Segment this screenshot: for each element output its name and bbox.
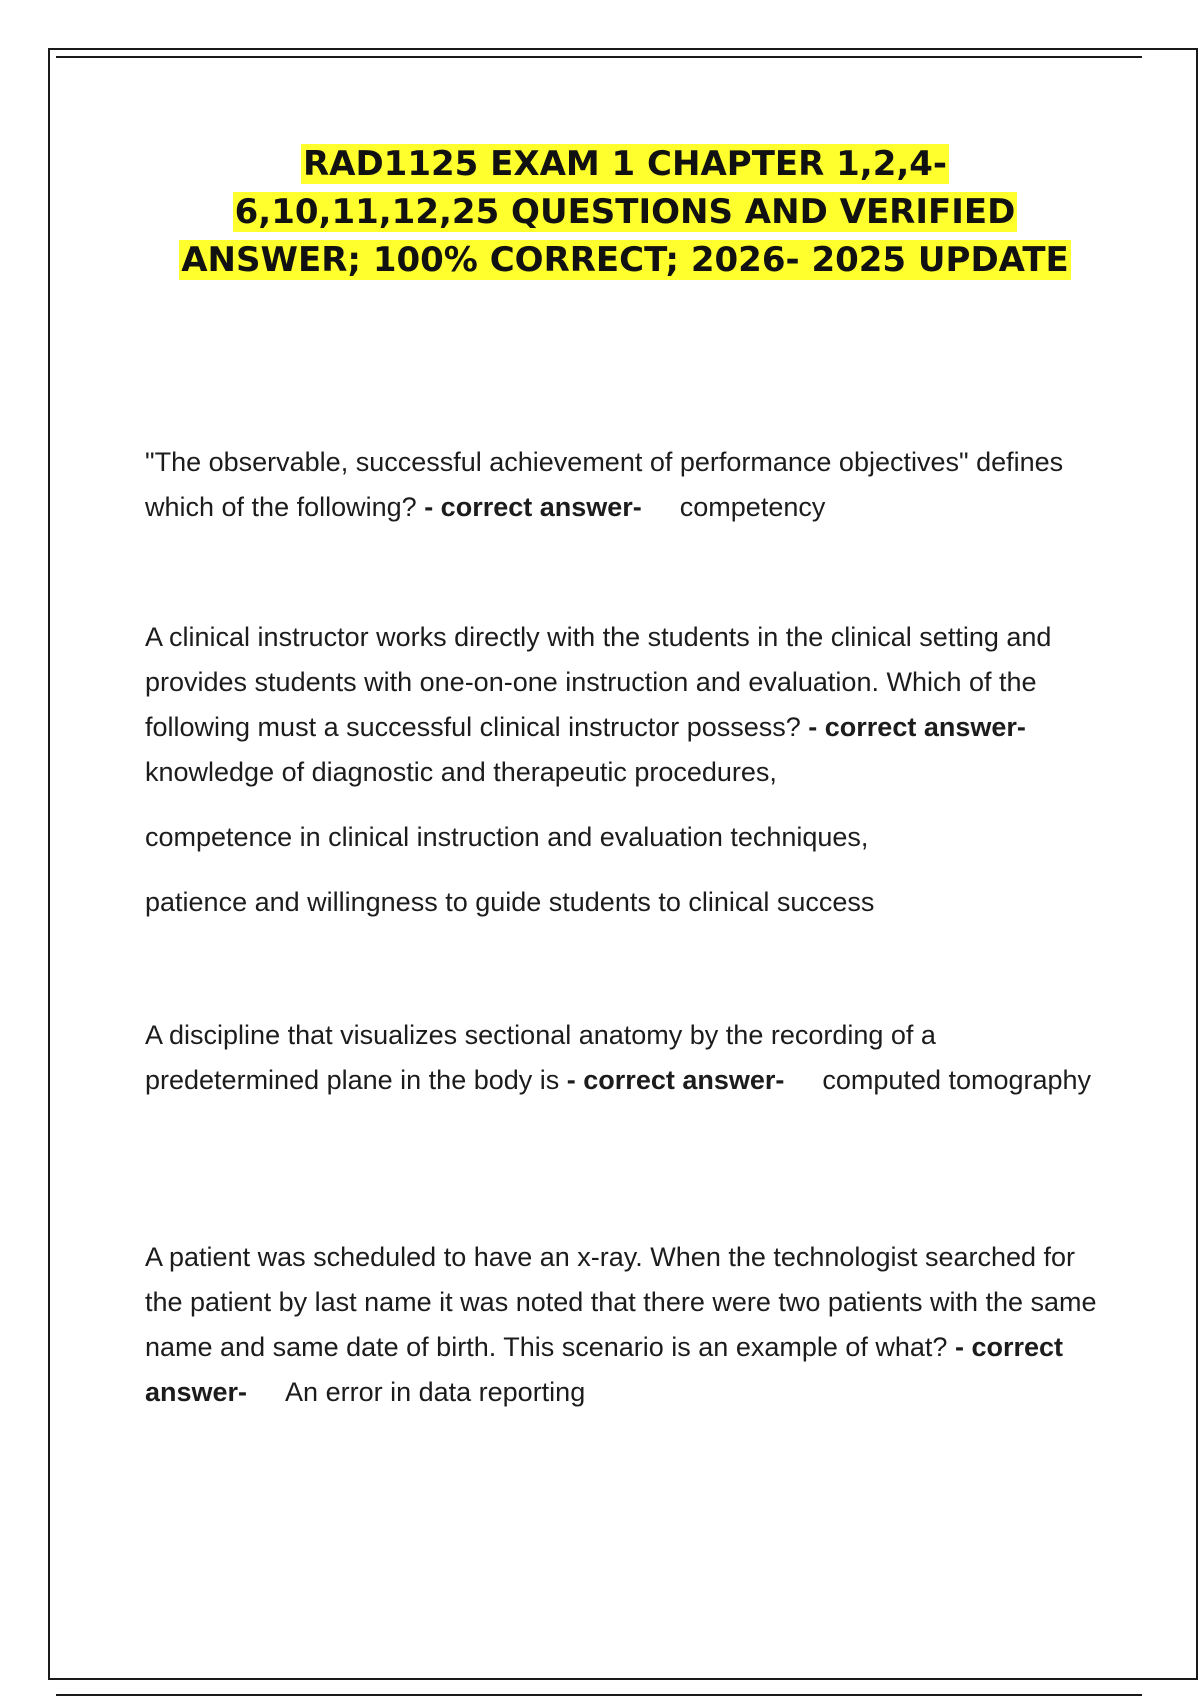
answer-text: competency [679,492,826,522]
answer-extra-2: patience and willingness to guide students to clinical success [145,887,875,917]
qa-item-3 [145,1013,1105,1103]
answer-separator: - correct answer- [808,712,1026,742]
answer-text: computed tomography [822,1065,1092,1095]
title-line-2: 6,10,11,12,25 QUESTIONS AND VERIFIED [234,192,1016,232]
question-text: A discipline that visualizes sectional anatomy by the recording of a predetermined plane in the body is [145,1020,936,1095]
answer-separator: - correct answer- [145,1332,1064,1407]
qa-item-2 [145,615,1105,925]
answer-extra-1: competence in clinical instruction and evaluation techniques, [145,822,869,852]
bottom-rule [56,1694,1142,1696]
qa-item-4 [145,1235,1105,1415]
question-text: "The observable, successful achievement of performance objectives" defines which of the following? [145,447,1064,522]
answer-text: An error in data reporting [285,1377,586,1407]
answer-text: knowledge of diagnostic and therapeutic procedures, [145,757,777,787]
qa-item-1 [145,440,1105,530]
answer-separator: - correct answer- [566,1065,785,1095]
document-title [60,140,1190,284]
question-text: A clinical instructor works directly with the students in the clinical setting and provides students with one-on-one instruction and evaluation. Which of the following must a successful clinical instructor possess? [145,622,1052,742]
question-text: A patient was scheduled to have an x-ray. When the technologist searched for the patient by last name it was noted that there were two patients with the same name and same date of birth. This scenario is an example of what? [145,1242,1097,1362]
answer-separator: - correct answer- [424,492,642,522]
top-rule [56,56,1142,58]
title-line-3: ANSWER; 100% CORRECT; 2026- 2025 UPDATE [181,240,1069,280]
title-line-1: RAD1125 EXAM 1 CHAPTER 1,2,4- [302,144,948,184]
